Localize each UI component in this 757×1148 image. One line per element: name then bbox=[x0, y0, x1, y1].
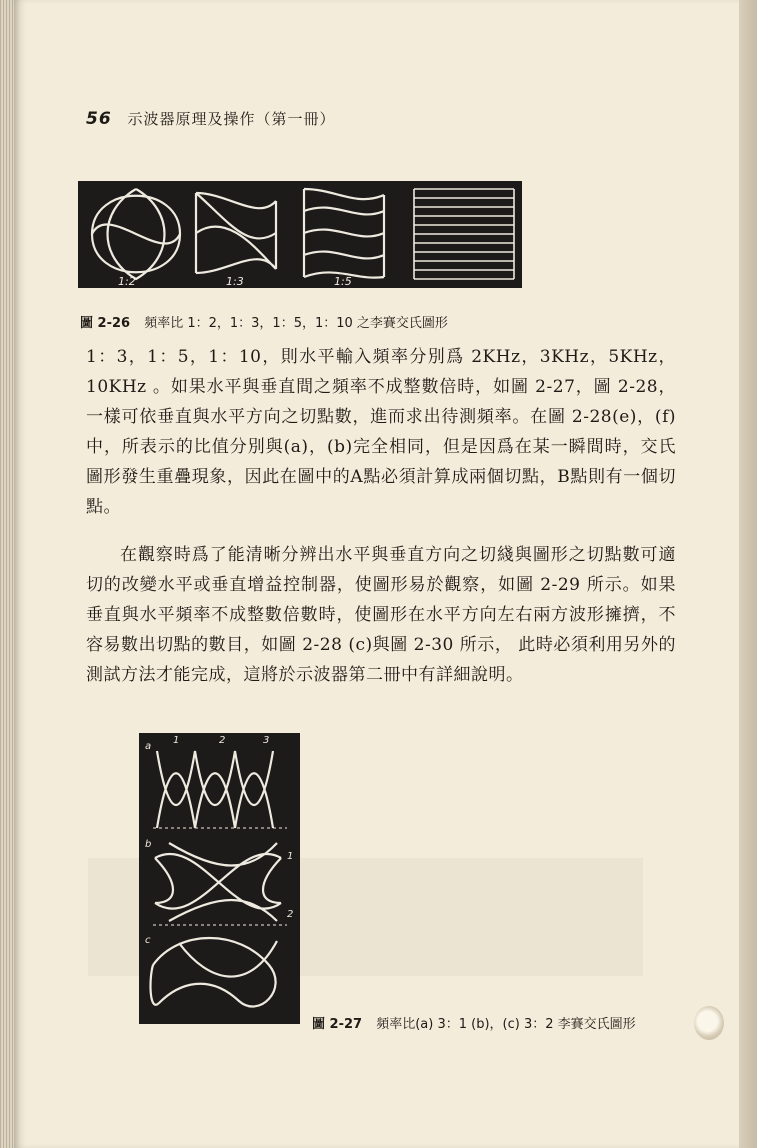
tick-top-1: 1 bbox=[173, 735, 180, 746]
lissajous-1-2 bbox=[92, 196, 180, 273]
book-title: 示波器原理及操作（第一冊） bbox=[127, 110, 336, 128]
body-paragraph-1: 1：3，1：5，1：10，則水平輸入頻率分別爲 2KHz，3KHz，5KHz，10KHz 。如果水平與垂直間之頻率不成整數倍時，如圖 2-27，圖 2-28， 一樣可依垂直與水平方向之切點數，進而求出待測頻率。在圖 2-28(e)，(f) 中，所表示的比值分別與(a)，(b)完全相同，但是因爲在某一瞬間時，交氏圖形發生重疊現象，因此在圖中的A點必須計算成兩個切點，B點則有一個切點。 bbox=[86, 347, 676, 517]
fig26-label-1-3: 1:3 bbox=[226, 275, 244, 288]
tick-side-2: 2 bbox=[287, 909, 294, 920]
fig26-label-1-5: 1:5 bbox=[334, 275, 352, 288]
figure-2-27-lissajous-panels bbox=[139, 733, 300, 1024]
lissajous-3-1 bbox=[157, 751, 273, 828]
book-right-edge bbox=[739, 0, 757, 1148]
figure-2-26-image bbox=[78, 181, 522, 288]
lissajous-1-3 bbox=[196, 193, 276, 273]
lissajous-1-10 bbox=[414, 189, 514, 279]
body-paragraph-2: 在觀察時爲了能清晰分辨出水平與垂直方向之切綫與圖形之切點數可適切的改變水平或垂直增益控制器，使圖形易於觀察，如圖 2-29 所示。如果垂直與水平頻率不成整數倍數時，使圖形在水平方向左右兩方波形擁擠，不容易數出切點的數目，如圖 2-28 (c)與圖 2-30 所示， 此時必須利用另外的測試方法才能完成，這將於示波器第二冊中有詳細說明。 bbox=[86, 545, 676, 685]
figure-2-26-lissajous-strip bbox=[78, 181, 522, 288]
figure-2-27-caption-text: 頻率比(a) 3：1 (b)，(c) 3：2 李賽交氏圖形 bbox=[376, 1017, 636, 1032]
tick-top-3: 3 bbox=[263, 735, 270, 746]
figure-2-27-number: 圖 2-27 bbox=[312, 1017, 363, 1032]
figure-2-27-image bbox=[139, 733, 300, 1024]
tick-side-1: 1 bbox=[287, 851, 294, 862]
running-header bbox=[86, 108, 335, 129]
figure-2-26-caption bbox=[80, 312, 448, 331]
binding-hole bbox=[694, 1006, 724, 1040]
panel-label-a: a bbox=[145, 741, 152, 752]
figure-2-27-caption bbox=[312, 1013, 636, 1032]
tick-top-2: 2 bbox=[219, 735, 226, 746]
figure-2-26-number: 圖 2-26 bbox=[80, 316, 131, 331]
lissajous-3-2-b bbox=[155, 843, 281, 921]
panel-label-c: c bbox=[145, 935, 151, 946]
panel-label-b: b bbox=[145, 839, 152, 850]
page-number: 56 bbox=[86, 109, 112, 129]
lissajous-3-2-c bbox=[151, 938, 277, 1006]
fig26-label-1-2: 1:2 bbox=[118, 275, 136, 288]
figure-2-26-caption-text: 頻率比 1：2，1：3，1：5，1：10 之李賽交氏圖形 bbox=[144, 316, 448, 331]
lissajous-1-5 bbox=[304, 189, 384, 278]
